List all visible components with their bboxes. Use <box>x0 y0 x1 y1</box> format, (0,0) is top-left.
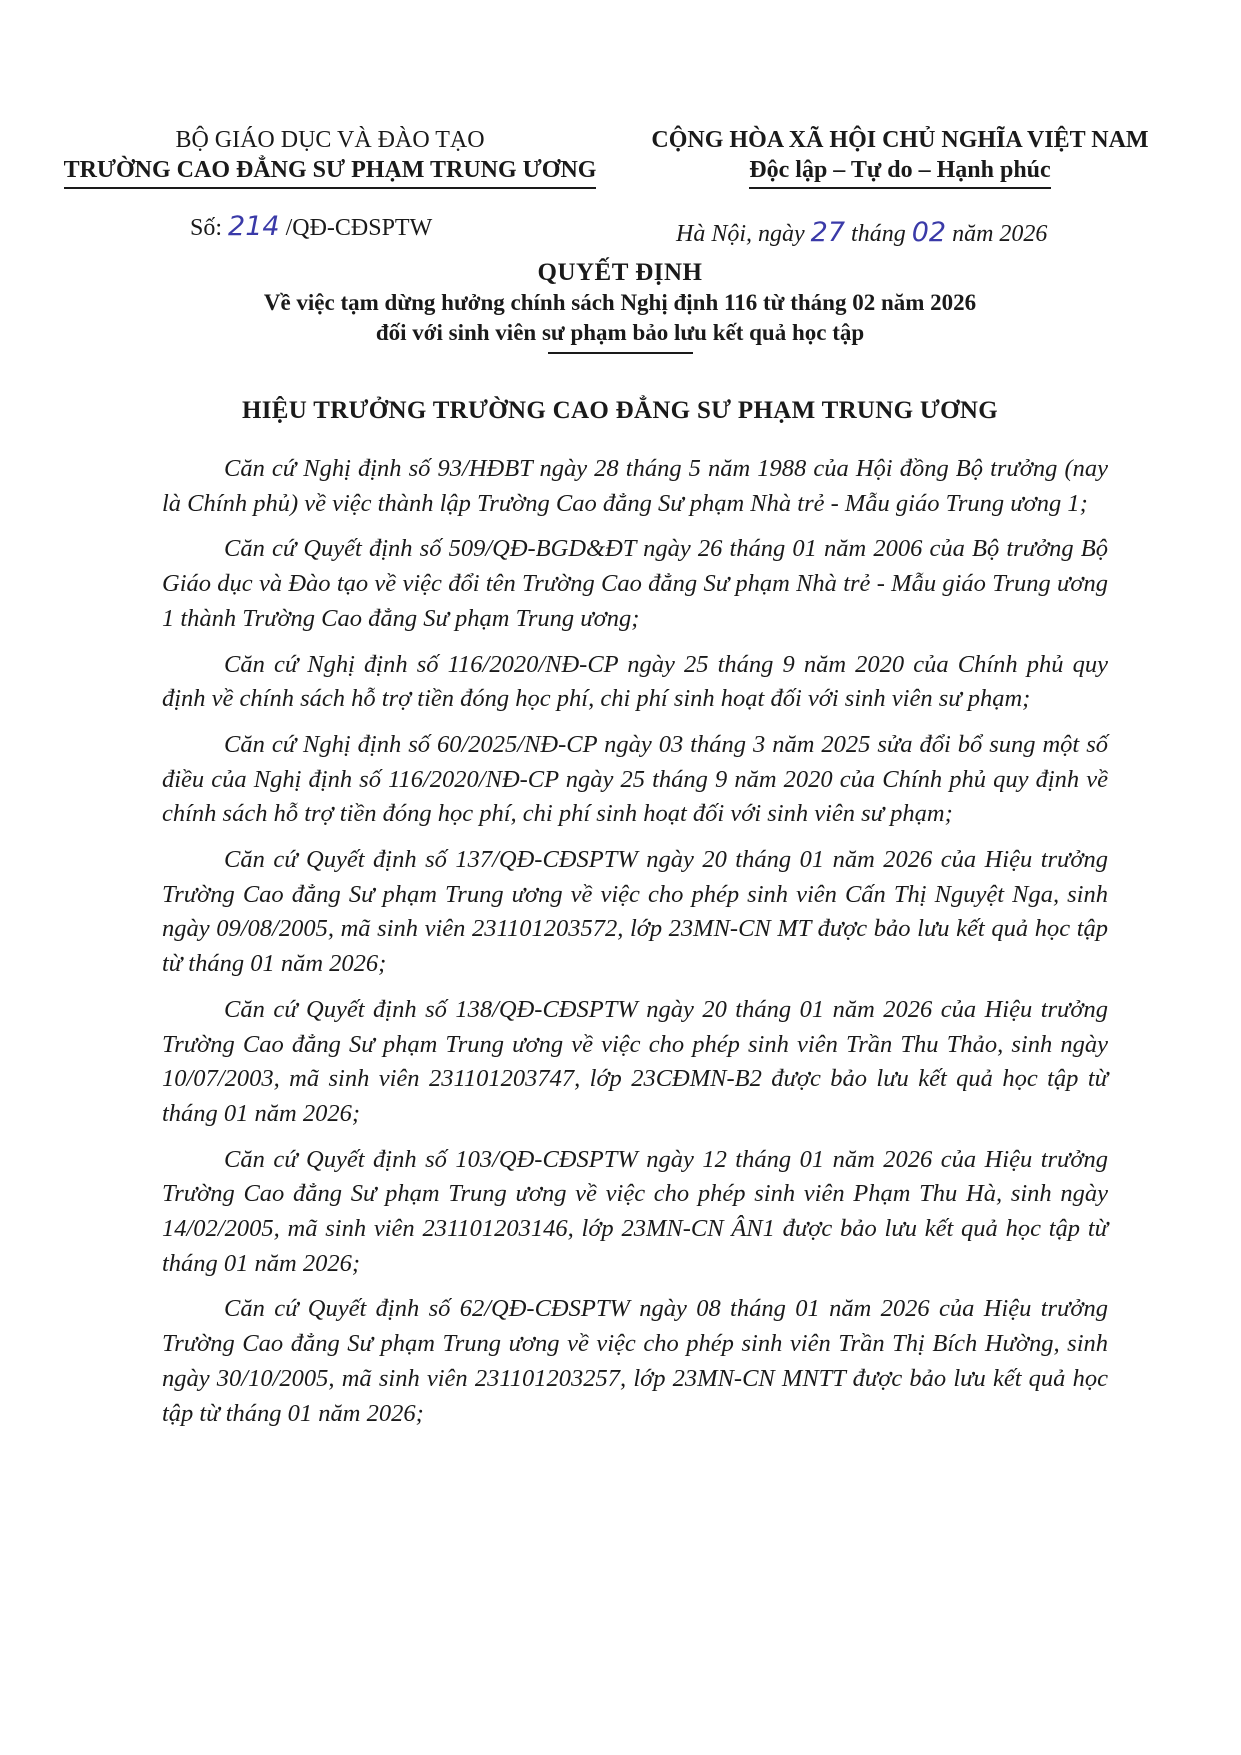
legal-basis <box>162 452 1108 1442</box>
ministry-name: BỘ GIÁO DỤC VÀ ĐÀO TẠO <box>175 127 485 153</box>
legal-basis-paragraph: Căn cứ Nghị định số 60/2025/NĐ-CP ngày 03 tháng 3 năm 2025 sửa đổi bổ sung một số điều của Nghị định số 116/2020/NĐ-CP ngày 25 tháng 9 năm 2020 của Chính phủ quy định về chính sách hỗ trợ tiền đóng học phí, chi phí sinh hoạt đối với sinh viên sư phạm; <box>162 730 1108 828</box>
date-month-label: tháng <box>851 221 906 247</box>
republic-name: CỘNG HÒA XÃ HỘI CHỦ NGHĨA VIỆT NAM <box>651 127 1149 153</box>
number-prefix: Số: <box>190 215 223 241</box>
legal-basis-paragraph: Căn cứ Quyết định số 138/QĐ-CĐSPTW ngày 20 tháng 01 năm 2026 của Hiệu trưởng Trường Cao đẳng Sư phạm Trung ương về việc cho phép sinh viên Trần Thu Thảo, sinh ngày 10/07/2003, mã sinh viên 231101203747, lớp 23CĐMN-B2 được bảo lưu kết quả học tập từ tháng 01 năm 2026; <box>162 995 1108 1127</box>
date-day-handwritten: 27 <box>810 217 846 248</box>
issuing-authority: HIỆU TRƯỞNG TRƯỜNG CAO ĐẲNG SƯ PHẠM TRUNG ƯƠNG <box>242 397 998 424</box>
number-suffix: /QĐ-CĐSPTW <box>285 215 433 241</box>
school-name <box>40 155 620 189</box>
decision-subject-line-2: đối với sinh viên sư phạm bảo lưu kết quả học tập <box>375 320 865 345</box>
legal-basis-paragraph: Căn cứ Quyết định số 62/QĐ-CĐSPTW ngày 08 tháng 01 năm 2026 của Hiệu trưởng Trường Cao đẳng Sư phạm Trung ương về việc cho phép sinh viên Trần Thị Bích Hường, sinh ngày 30/10/2005, mã sinh viên 231101203257, lớp 23MN-CN MNTT được bảo lưu kết quả học tập từ tháng 01 năm 2026; <box>162 1295 1108 1427</box>
legal-basis-paragraph: Căn cứ Quyết định số 509/QĐ-BGD&ĐT ngày 26 tháng 01 năm 2006 của Bộ trưởng Bộ Giáo dục và Đào tạo về việc đổi tên Trường Cao đẳng Sư phạm Nhà trẻ - Mẫu giáo Trung ương 1 thành Trường Cao đẳng Sư phạm Trung ương; <box>162 535 1108 632</box>
national-motto <box>620 155 1180 189</box>
decision-heading: QUYẾT ĐỊNH <box>537 259 703 286</box>
issuer-header <box>40 125 620 189</box>
legal-basis-paragraph: Căn cứ Quyết định số 137/QĐ-CĐSPTW ngày 20 tháng 01 năm 2026 của Hiệu trưởng Trường Cao đẳng Sư phạm Trung ương về việc cho phép sinh viên Cấn Thị Nguyệt Nga, sinh ngày 09/08/2005, mã sinh viên 231101203572, lớp 23MN-CN MT được bảo lưu kết quả học tập từ tháng 01 năm 2026; <box>162 846 1108 978</box>
document-number <box>190 212 432 243</box>
date-year: năm 2026 <box>952 221 1048 247</box>
number-handwritten: 214 <box>228 211 280 242</box>
legal-basis-paragraph: Căn cứ Nghị định số 93/HĐBT ngày 28 tháng 5 năm 1988 của Hội đồng Bộ trưởng (nay là Chính phủ) về việc thành lập Trường Cao đẳng Sư phạm Nhà trẻ - Mẫu giáo Trung ương 1; <box>162 455 1108 517</box>
decision-title <box>60 258 1180 354</box>
legal-basis-paragraph: Căn cứ Quyết định số 103/QĐ-CĐSPTW ngày 12 tháng 01 năm 2026 của Hiệu trưởng Trường Cao đẳng Sư phạm Trung ương về việc cho phép sinh viên Phạm Thu Hà, sinh ngày 14/02/2005, mã sinh viên 231101203146, lớp 23MN-CN ÂN1 được bảo lưu kết quả học tập từ tháng 01 năm 2026; <box>162 1145 1108 1277</box>
school-name-text: TRƯỜNG CAO ĐẲNG SƯ PHẠM TRUNG ƯƠNG <box>64 155 597 189</box>
date-month-handwritten: 02 <box>911 217 947 248</box>
legal-basis-paragraph: Căn cứ Nghị định số 116/2020/NĐ-CP ngày 25 tháng 9 năm 2020 của Chính phủ quy định về chính sách hỗ trợ tiền đóng học phí, chi phí sinh hoạt đối với sinh viên sư phạm; <box>162 650 1108 713</box>
national-motto-text: Độc lập – Tự do – Hạnh phúc <box>749 155 1050 189</box>
title-divider <box>548 352 693 354</box>
national-header <box>620 125 1180 189</box>
document-date <box>676 218 1047 249</box>
date-place: Hà Nội, ngày <box>676 221 805 247</box>
decision-subject-line-1: Về việc tạm dừng hưởng chính sách Nghị định 116 từ tháng 02 năm 2026 <box>263 290 977 315</box>
